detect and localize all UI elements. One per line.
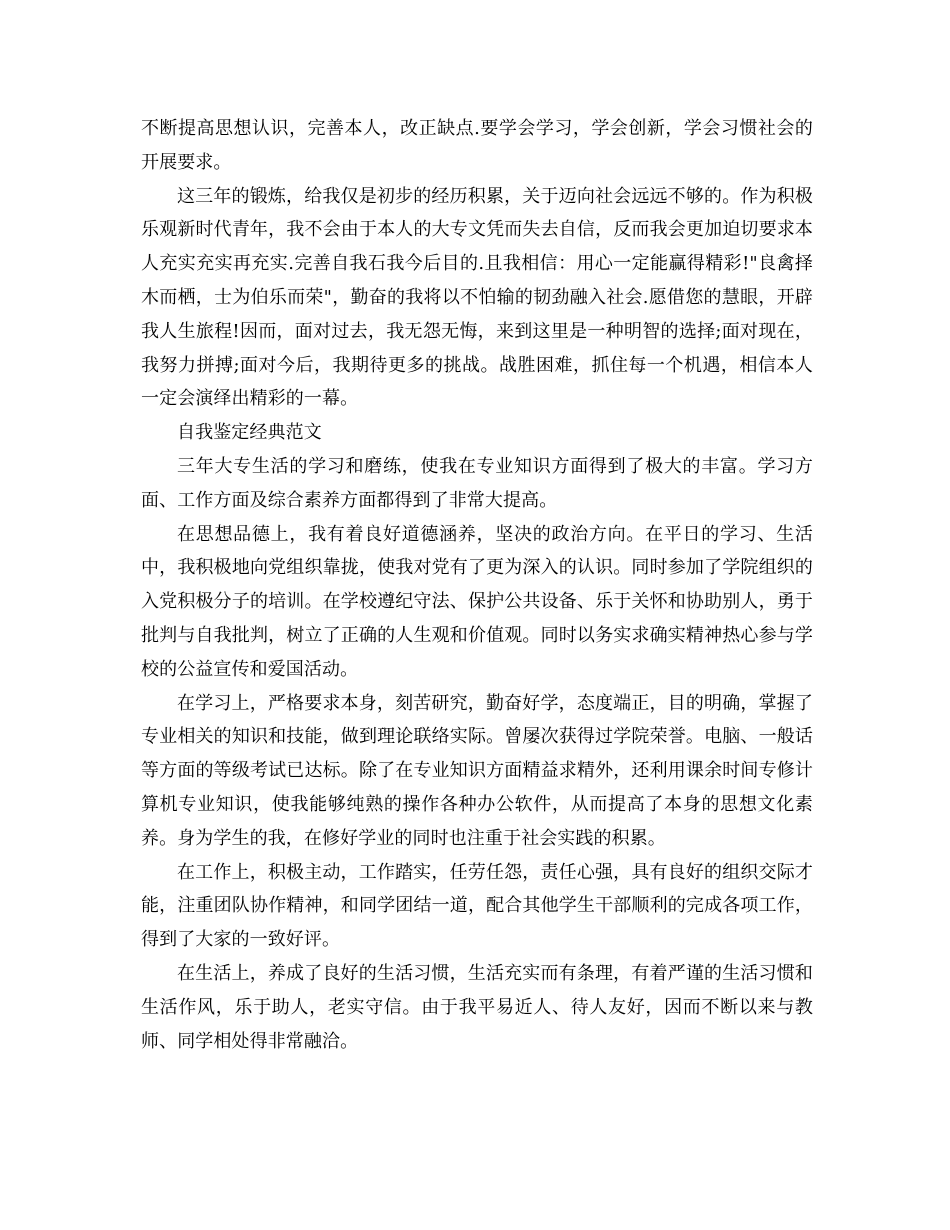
section-heading: 自我鉴定经典范文 <box>177 422 322 444</box>
paragraph-summary: 三年大专生活的学习和磨练，使我在专业知识方面得到了极大的丰富。学习方面、工作方面及综合素养方面都得到了非常大提高。 <box>141 455 813 511</box>
paragraph-ideology: 在思想品德上，我有着良好道德涵养，坚决的政治方向。在平日的学习、生活中，我积极地向党组织靠拢，使我对党有了更为深入的认识。同时参加了学院组织的入党积极分子的培训。在学校遵纪守法、保护公共设备、乐于关怀和协助别人，勇于批判与自我批判，树立了正确的人生观和价值观。同时以务实求确实精神热心参与学校的公益宣传和爱国活动。 <box>141 523 813 680</box>
paragraph-life: 在生活上，养成了良好的生活习惯，生活充实而有条理，有着严谨的生活习惯和生活作风，乐于助人，老实守信。由于我平易近人、待人友好，因而不断以来与教师、同学相处得非常融洽。 <box>141 962 813 1052</box>
document-page <box>141 112 813 1058</box>
paragraph-reflection: 这三年的锻炼，给我仅是初步的经历积累，关于迈向社会远远不够的。作为积极乐观新时代青年，我不会由于本人的大专文凭而失去自信，反而我会更加迫切要求本人充实充实再充实.完善自我石我今后目的.且我相信：用心一定能赢得精彩!"良禽择木而栖，士为伯乐而荣"，勤奋的我将以不怕输的韧劲融入社会.愿借您的慧眼，开辟我人生旅程!因而，面对过去，我无怨无悔，来到这里是一种明智的选择;面对现在，我努力拼搏;面对今后，我期待更多的挑战。战胜困难，抓住每一个机遇，相信本人一定会演绎出精彩的一幕。 <box>141 185 813 410</box>
paragraph-continuation: 不断提高思想认识，完善本人，改正缺点.要学会学习，学会创新，学会习惯社会的开展要求。 <box>141 118 813 173</box>
paragraph-work: 在工作上，积极主动，工作踏实，任劳任怨，责任心强，具有良好的组织交际才能，注重团队协作精神，和同学团结一道，配合其他学生干部顺利的完成各项工作，得到了大家的一致好评。 <box>141 861 813 951</box>
paragraph-study: 在学习上，严格要求本身，刻苦研究，勤奋好学，态度端正，目的明确，掌握了专业相关的知识和技能，做到理论联络实际。曾屡次获得过学院荣誉。电脑、一般话等方面的等级考试已达标。除了在专业知识方面精益求精外，还利用课余时间专修计算机专业知识，使我能够纯熟的操作各种办公软件，从而提高了本身的思想文化素养。身为学生的我，在修好学业的同时也注重于社会实践的积累。 <box>141 692 813 849</box>
